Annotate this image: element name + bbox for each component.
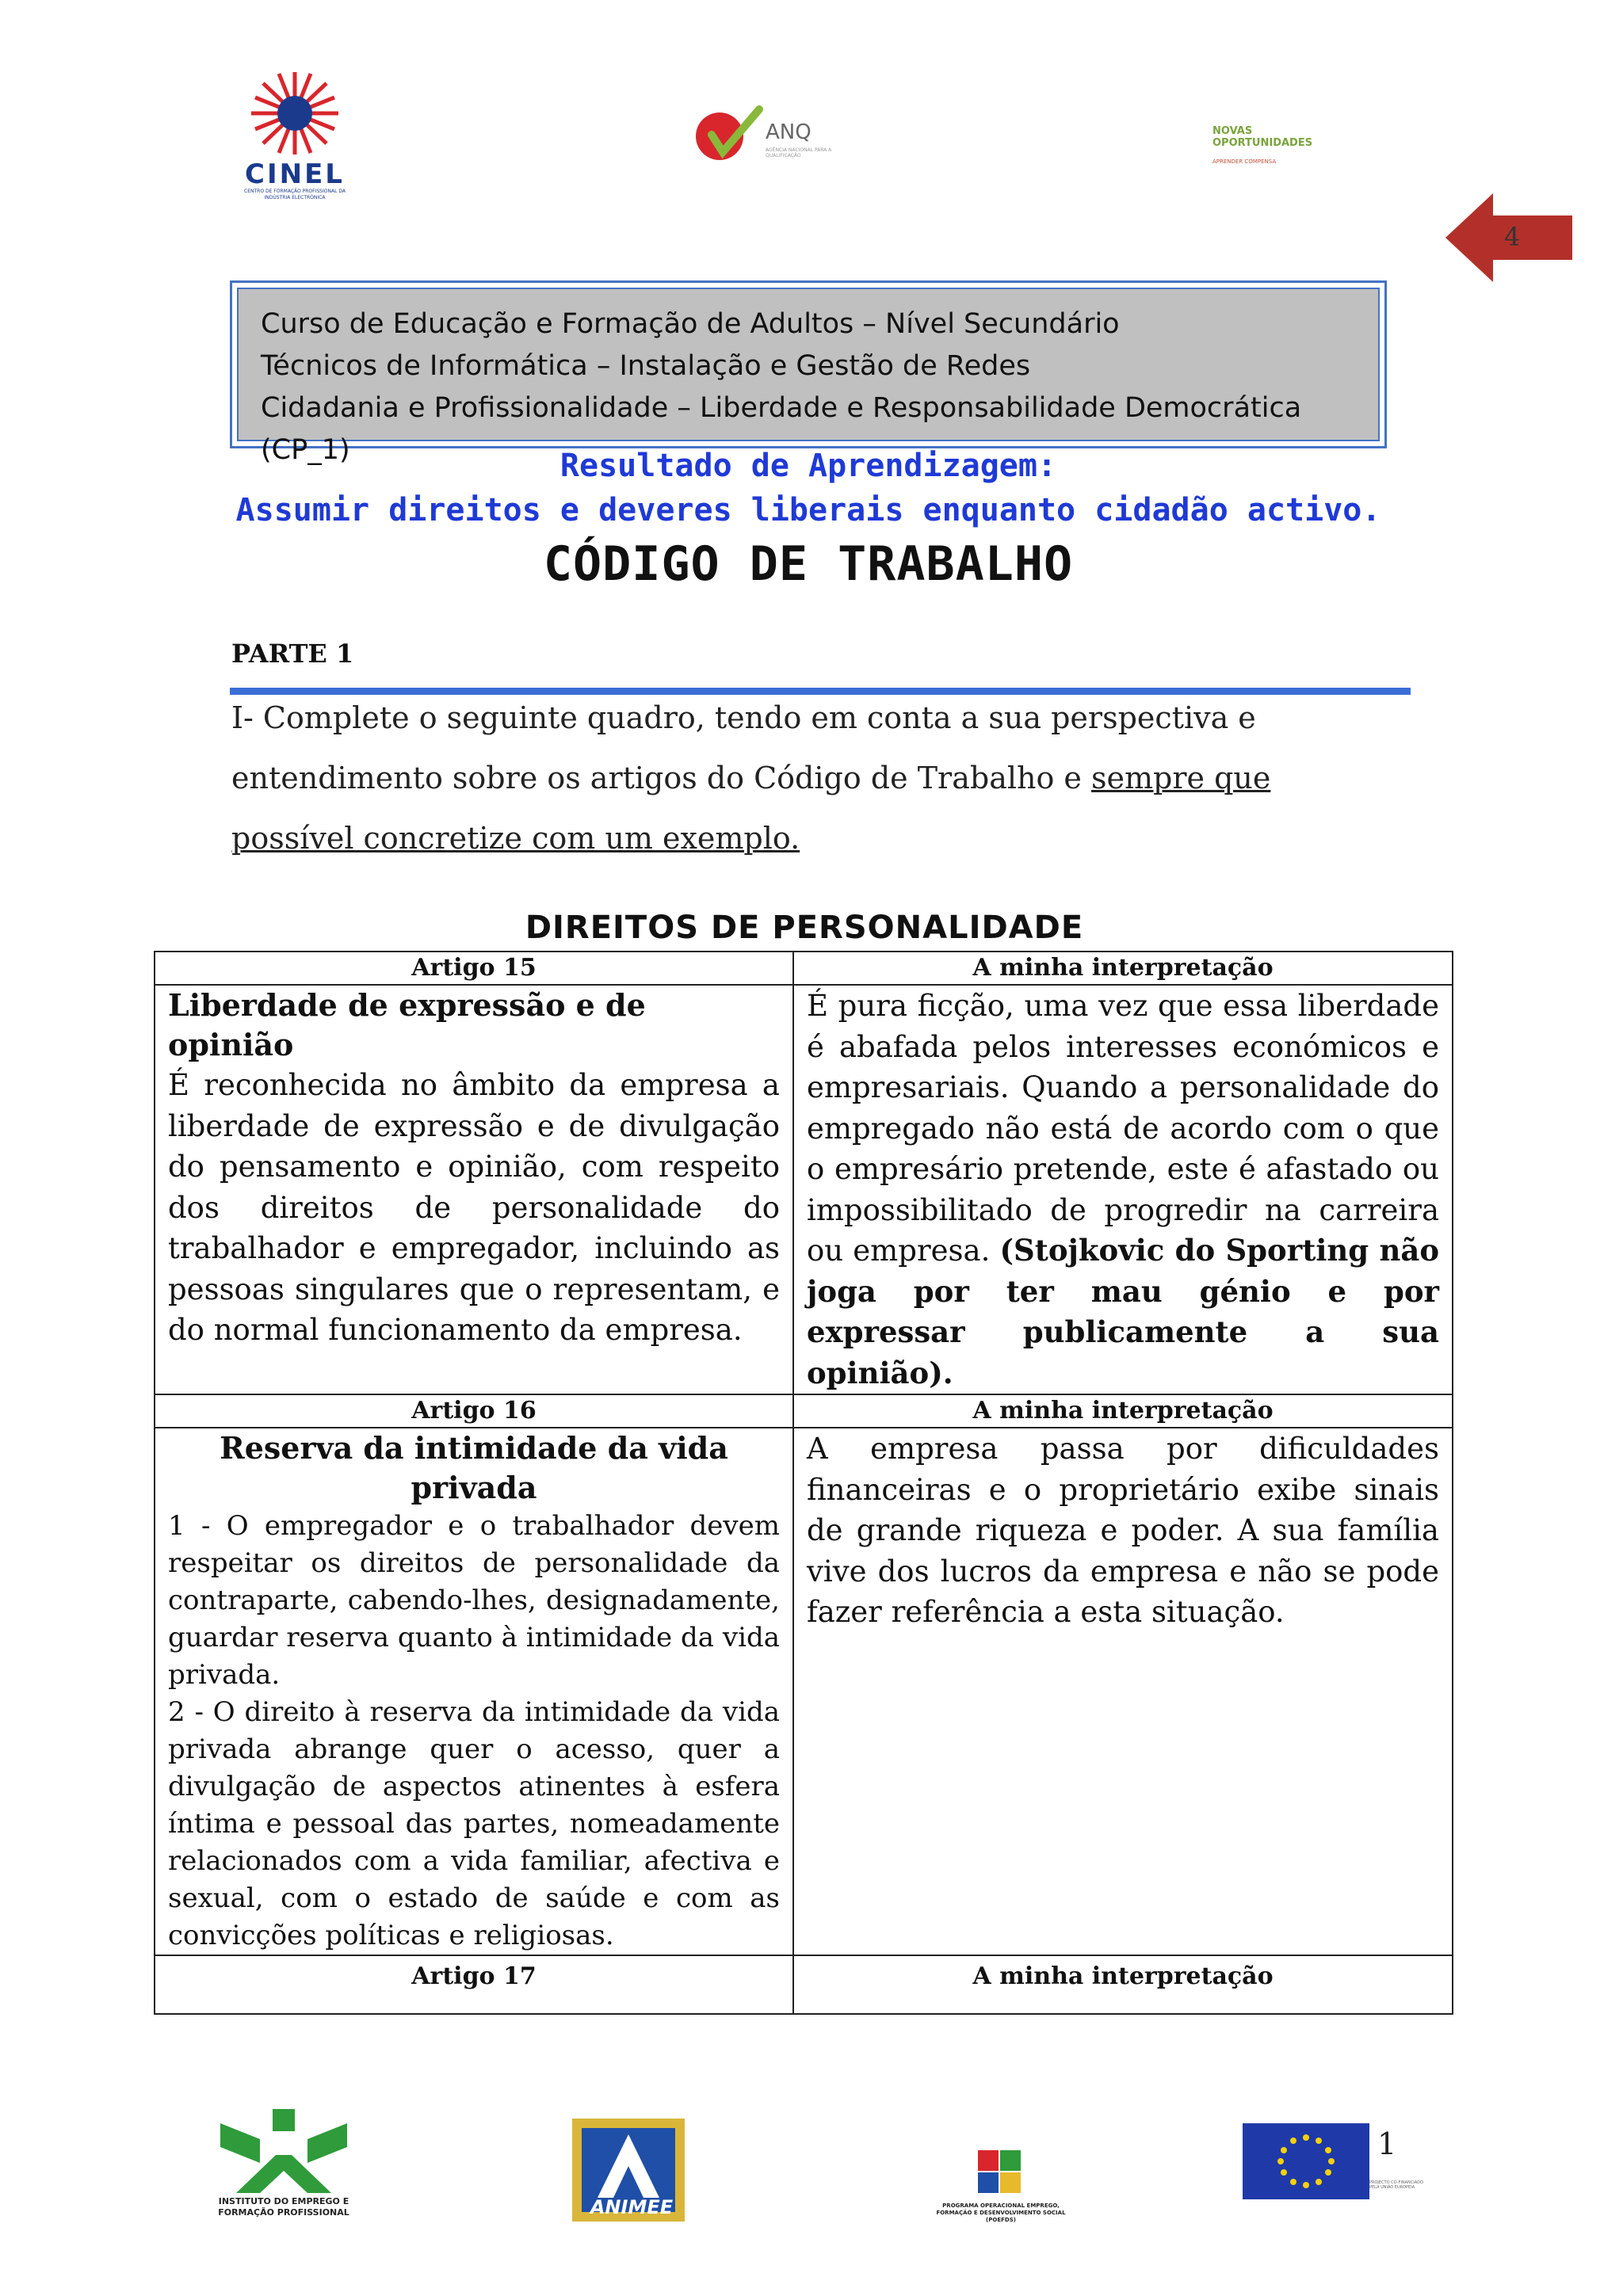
article-15-interpretation-cell[interactable] [793, 985, 1453, 1394]
article-16-header: Artigo 16 [155, 1394, 793, 1428]
novas-name: NOVAS OPORTUNIDADES [1212, 125, 1313, 149]
article-16-interpretation[interactable]: A empresa passa por dificuldades financeiras e o proprietário exibe sinais de grande riqueza e poder. A sua família vive dos lucros da empresa e não se pode fazer referência a esta situação. [807, 1432, 1439, 1629]
page-number: 1 [1377, 2126, 1397, 2161]
cinel-subtitle: CENTRO DE FORMAÇÃO PROFISSIONAL DA INDÚSTRIA ELECTRÓNICA [244, 189, 346, 200]
poefds-logo [926, 2147, 1076, 2242]
table-row [155, 985, 1453, 1394]
article-15-header: Artigo 15 [155, 952, 793, 985]
course-line-4: (CP_1) [261, 434, 350, 466]
part-heading: PARTE 1 [231, 639, 354, 669]
article-15-cell [155, 985, 793, 1394]
table-row [155, 1955, 1453, 2014]
articles-table [154, 951, 1453, 2015]
article-17-header: Artigo 17 [155, 1955, 793, 2014]
novas-subtitle: APRENDER COMPENSA [1212, 158, 1277, 165]
interpretation-header: A minha interpretação [793, 1955, 1453, 2014]
article-16-interpretation-cell[interactable] [793, 1428, 1453, 1955]
poefds-name: PROGRAMA OPERACIONAL EMPREGO, FORMAÇÃO E DESENVOLVIMENTO SOCIAL (POEFDS) [936, 2203, 1066, 2223]
learning-outcome-label: Resultado de Aprendizagem: [559, 448, 1057, 484]
eu-note: PROJECTO CO-FINANCIADO PELA UNIÃO EUROPEIA [1369, 2180, 1423, 2190]
instructions-text: I- Complete o seguinte quadro, tendo em conta a sua perspectiva e entendimento sobre os artigos do Código de Trabalho e [231, 700, 1256, 795]
article-15-title: Liberdade de expressão e de opinião [168, 987, 646, 1062]
article-16-paragraph-1: 1 - O empregador e o trabalhador devem respeitar os direitos de personalidade da contraparte, cabendo-lhes, designadamente, guardar reserva quanto à intimidade da vida privada. [168, 1510, 780, 1691]
learning-outcome-text: Assumir direitos e deveres liberais enquanto cidadão activo. [235, 492, 1381, 528]
poefds-mark-icon [926, 2147, 1076, 2198]
cinel-name: CINEL [245, 158, 345, 190]
iefp-name: INSTITUTO DO EMPREGO E FORMAÇÃO PROFISSIONAL [218, 2196, 349, 2218]
cinel-star-icon [231, 70, 358, 157]
learning-outcome [230, 444, 1387, 532]
article-15-text: É reconhecida no âmbito da empresa a liberdade de expressão e de divulgação do pensamento e opinião, com respeito dos direitos de personalidade do trabalhador e empregador, incluindo as pessoas singulares que o representam, e do normal funcionamento da empresa. [168, 1068, 780, 1347]
article-15-interpretation-text: É pura ficção, uma vez que essa liberdade é abafada pelos interesses económicos e empresariais. Quando a personalidade do empregado não está de acordo com o que o empresário pretende, este é afastado ou impossibilitado de progredir na carreira ou empresa. [807, 989, 1439, 1268]
article-16-paragraph-2: 2 - O direito à reserva da intimidade da vida privada abrange quer o acesso, quer a divulgação de aspectos atinentes à esfera íntima e pessoal das partes, nomeadamente relacionados com a vida familiar, afectiva e sexual, com o estado de saúde e com as convicções políticas e religiosas. [168, 1696, 780, 1951]
section-title: DIREITOS DE PERSONALIDADE [525, 910, 1084, 946]
animee-name: ANIMEE [590, 2196, 674, 2218]
article-15-interpretation-example: (Stojkovic do Sporting não joga por ter mau génio e por expressar publicamente a sua opinião). [807, 1233, 1439, 1390]
anq-logo [688, 103, 846, 174]
interpretation-header: A minha interpretação [793, 1394, 1453, 1428]
instructions [231, 688, 1373, 868]
anq-subtitle: AGÊNCIA NACIONAL PARA A QUALIFICAÇÃO [766, 147, 832, 158]
iefp-logo [212, 2107, 355, 2234]
course-line-2: Técnicos de Informática – Instalação e Gestão de Redes [261, 350, 1031, 382]
table-row [155, 1428, 1453, 1955]
animee-logo [564, 2111, 693, 2229]
article-16-title: Reserva da intimidade da vida privada [220, 1430, 728, 1505]
anq-name: ANQ [766, 120, 812, 144]
article-15-interpretation[interactable] [807, 986, 1439, 1394]
interpretation-header: A minha interpretação [793, 952, 1453, 985]
novas-oportunidades-logo [1212, 125, 1339, 173]
table-row [155, 1394, 1453, 1428]
page-marker-number: 4 [1504, 222, 1521, 252]
cinel-logo [231, 70, 358, 204]
iefp-mark-icon [212, 2107, 355, 2195]
page-title: CÓDIGO DE TRABALHO [543, 536, 1074, 592]
course-line-1: Curso de Educação e Formação de Adultos – Nível Secundário [261, 308, 1120, 340]
course-line-3: Cidadania e Profissionalidade – Liberdade e Responsabilidade Democrática [261, 392, 1302, 424]
anq-mark-icon [688, 103, 764, 174]
eu-flag-icon [1243, 2123, 1369, 2199]
table-row [155, 952, 1453, 985]
article-16-cell [155, 1428, 793, 1955]
instructions-underlined: sempre que possível concretize com um exemplo. [231, 761, 1271, 856]
